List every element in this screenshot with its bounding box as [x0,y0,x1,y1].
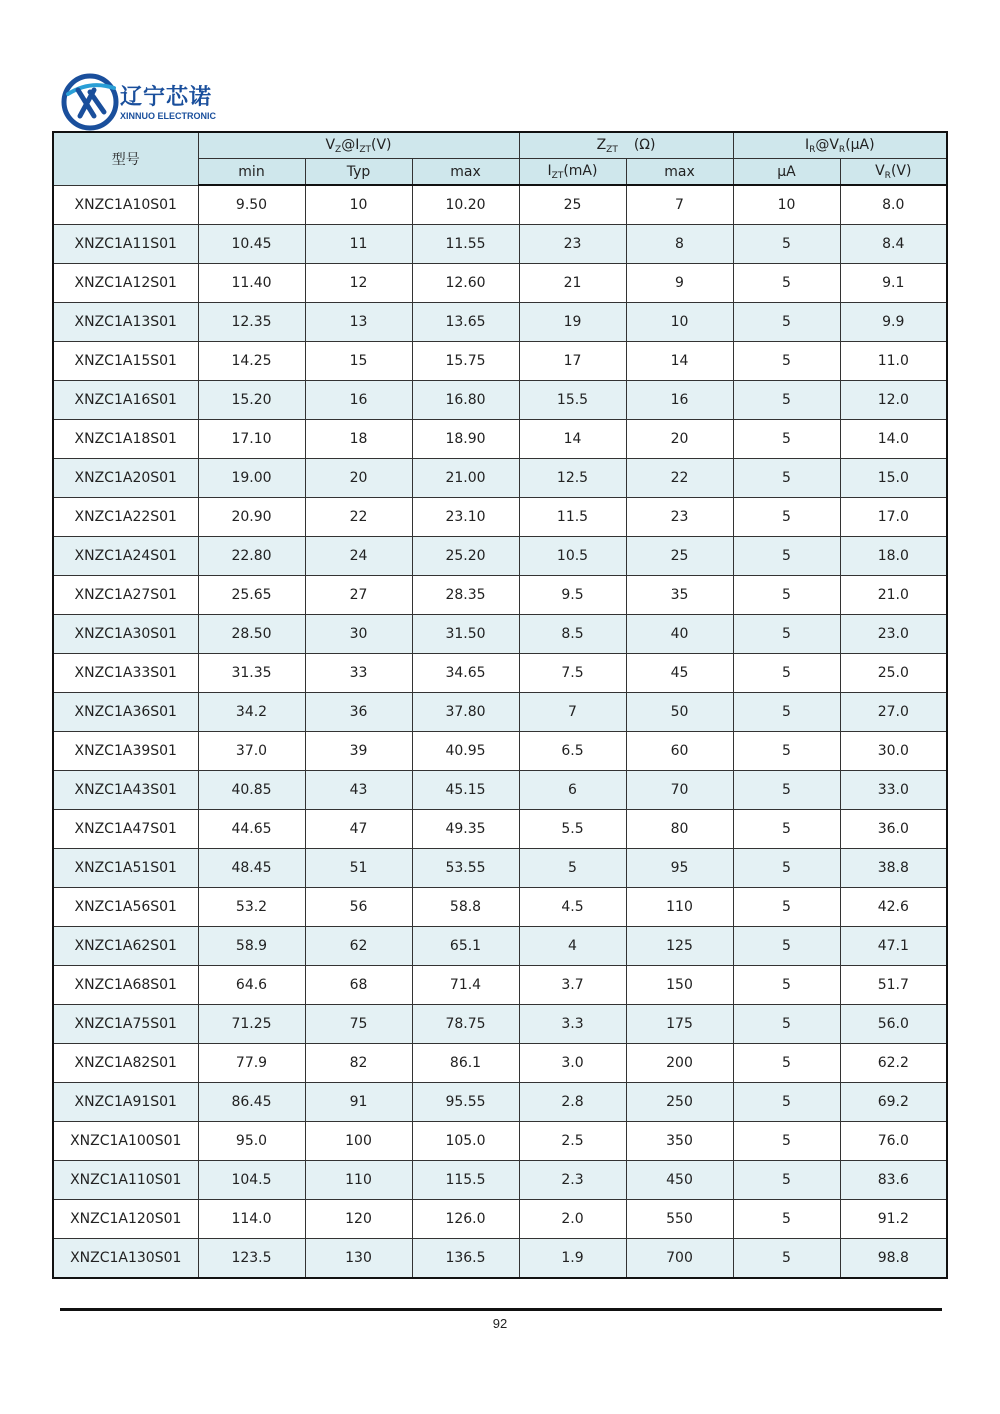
vr-cell: 21.0 [840,576,947,615]
vz-typ-cell: 11 [305,225,412,264]
zzt-max-cell: 350 [626,1122,733,1161]
vz-min-cell: 9.50 [198,185,305,225]
zzt-max-cell: 16 [626,381,733,420]
zzt-max-cell: 8 [626,225,733,264]
model-cell: XNZC1A110S01 [53,1161,198,1200]
vz-min-cell: 12.35 [198,303,305,342]
vz-typ-cell: 27 [305,576,412,615]
vz-typ-cell: 68 [305,966,412,1005]
ir-cell: 5 [733,420,840,459]
model-cell: XNZC1A16S01 [53,381,198,420]
izt-cell: 2.0 [519,1200,626,1239]
model-cell: XNZC1A13S01 [53,303,198,342]
izt-cell: 17 [519,342,626,381]
ir-cell: 5 [733,1083,840,1122]
vr-cell: 83.6 [840,1161,947,1200]
vz-min-cell: 104.5 [198,1161,305,1200]
izt-cell: 10.5 [519,537,626,576]
spec-table [52,131,948,1279]
vz-max-cell: 37.80 [412,693,519,732]
ir-cell: 10 [733,185,840,225]
xinnuo-logo-icon [60,72,120,132]
izt-cell: 25 [519,185,626,225]
table-row [53,576,947,615]
vr-cell: 25.0 [840,654,947,693]
vz-min-cell: 64.6 [198,966,305,1005]
vz-typ-cell: 16 [305,381,412,420]
vz-min-cell: 95.0 [198,1122,305,1161]
vz-typ-cell: 10 [305,185,412,225]
vz-min-cell: 31.35 [198,654,305,693]
zzt-max-cell: 14 [626,342,733,381]
vz-typ-cell: 75 [305,1005,412,1044]
model-cell: XNZC1A51S01 [53,849,198,888]
izt-cell: 3.3 [519,1005,626,1044]
izt-cell: 1.9 [519,1239,626,1279]
zzt-max-cell: 250 [626,1083,733,1122]
zzt-max-cell: 7 [626,185,733,225]
zzt-max-cell: 10 [626,303,733,342]
model-cell: XNZC1A18S01 [53,420,198,459]
izt-cell: 3.7 [519,966,626,1005]
izt-cell: 5.5 [519,810,626,849]
vz-min-header: min [198,159,305,186]
ir-cell: 5 [733,1122,840,1161]
vr-cell: 47.1 [840,927,947,966]
vz-min-cell: 17.10 [198,420,305,459]
vz-max-cell: 65.1 [412,927,519,966]
vr-cell: 18.0 [840,537,947,576]
izt-cell: 2.8 [519,1083,626,1122]
zzt-max-cell: 9 [626,264,733,303]
table-row [53,498,947,537]
model-cell: XNZC1A15S01 [53,342,198,381]
vz-max-header: max [412,159,519,186]
table-row [53,459,947,498]
ir-cell: 5 [733,537,840,576]
vz-min-cell: 34.2 [198,693,305,732]
table-row [53,1239,947,1279]
zzt-max-cell: 95 [626,849,733,888]
vr-cell: 12.0 [840,381,947,420]
vz-min-cell: 14.25 [198,342,305,381]
vz-max-cell: 53.55 [412,849,519,888]
vz-typ-cell: 13 [305,303,412,342]
model-cell: XNZC1A82S01 [53,1044,198,1083]
model-cell: XNZC1A27S01 [53,576,198,615]
vz-typ-cell: 47 [305,810,412,849]
table-body [53,185,947,1278]
izt-cell: 23 [519,225,626,264]
vz-min-cell: 44.65 [198,810,305,849]
izt-cell: 4 [519,927,626,966]
ir-cell: 5 [733,849,840,888]
model-cell: XNZC1A75S01 [53,1005,198,1044]
vr-cell: 98.8 [840,1239,947,1279]
vz-max-cell: 126.0 [412,1200,519,1239]
vr-cell: 76.0 [840,1122,947,1161]
model-cell: XNZC1A62S01 [53,927,198,966]
izt-cell: 12.5 [519,459,626,498]
zzt-max-cell: 35 [626,576,733,615]
model-cell: XNZC1A68S01 [53,966,198,1005]
vz-max-cell: 105.0 [412,1122,519,1161]
vr-cell: 15.0 [840,459,947,498]
vz-typ-cell: 130 [305,1239,412,1279]
izt-cell: 11.5 [519,498,626,537]
table-row [53,966,947,1005]
ir-cell: 5 [733,1239,840,1279]
vz-max-cell: 45.15 [412,771,519,810]
ir-cell: 5 [733,1200,840,1239]
vz-typ-cell: 30 [305,615,412,654]
table-row [53,615,947,654]
izt-cell: 2.5 [519,1122,626,1161]
ir-cell: 5 [733,342,840,381]
model-cell: XNZC1A10S01 [53,185,198,225]
vz-min-cell: 10.45 [198,225,305,264]
footer-divider [60,1308,942,1311]
vz-typ-cell: 24 [305,537,412,576]
table-row [53,810,947,849]
vr-cell: 42.6 [840,888,947,927]
ir-cell: 5 [733,888,840,927]
vz-max-cell: 86.1 [412,1044,519,1083]
vz-max-cell: 49.35 [412,810,519,849]
vz-min-cell: 28.50 [198,615,305,654]
table-row [53,771,947,810]
table-row [53,303,947,342]
izt-cell: 3.0 [519,1044,626,1083]
table-row [53,849,947,888]
vz-min-cell: 20.90 [198,498,305,537]
vr-cell: 91.2 [840,1200,947,1239]
vz-typ-cell: 56 [305,888,412,927]
table-row [53,654,947,693]
vz-group-header: $V_Z@I_{ZT}(V)$ [198,132,519,159]
model-cell: XNZC1A120S01 [53,1200,198,1239]
vz-max-cell: 95.55 [412,1083,519,1122]
vr-cell: 11.0 [840,342,947,381]
vr-cell: 56.0 [840,1005,947,1044]
vr-header: $V_R(V)$ [840,159,947,186]
vz-typ-cell: 15 [305,342,412,381]
table-row [53,1083,947,1122]
zzt-max-cell: 25 [626,537,733,576]
model-header: 型号 [53,132,198,185]
izt-cell: 7.5 [519,654,626,693]
vz-typ-cell: 43 [305,771,412,810]
table-row [53,1122,947,1161]
vz-min-cell: 58.9 [198,927,305,966]
vr-cell: 27.0 [840,693,947,732]
vz-max-cell: 10.20 [412,185,519,225]
vz-min-cell: 22.80 [198,537,305,576]
vr-cell: 8.0 [840,185,947,225]
izt-cell: 14 [519,420,626,459]
vz-min-cell: 48.45 [198,849,305,888]
vz-min-cell: 123.5 [198,1239,305,1279]
vz-typ-cell: 12 [305,264,412,303]
ir-cell: 5 [733,810,840,849]
zzt-max-cell: 150 [626,966,733,1005]
vz-max-cell: 136.5 [412,1239,519,1279]
vz-typ-cell: 39 [305,732,412,771]
vz-max-cell: 115.5 [412,1161,519,1200]
zzt-max-cell: 60 [626,732,733,771]
vz-min-cell: 40.85 [198,771,305,810]
table-row [53,1161,947,1200]
ir-cell: 5 [733,732,840,771]
izt-cell: 6.5 [519,732,626,771]
model-cell: XNZC1A12S01 [53,264,198,303]
vz-typ-cell: 100 [305,1122,412,1161]
vz-typ-cell: 82 [305,1044,412,1083]
ir-cell: 5 [733,1005,840,1044]
izt-cell: 4.5 [519,888,626,927]
vz-min-cell: 11.40 [198,264,305,303]
vz-min-cell: 77.9 [198,1044,305,1083]
table-row [53,225,947,264]
vr-cell: 14.0 [840,420,947,459]
zzt-max-cell: 40 [626,615,733,654]
vz-max-cell: 11.55 [412,225,519,264]
vz-max-cell: 23.10 [412,498,519,537]
vz-min-cell: 19.00 [198,459,305,498]
zzt-max-cell: 50 [626,693,733,732]
model-cell: XNZC1A130S01 [53,1239,198,1279]
zzt-max-cell: 450 [626,1161,733,1200]
ir-cell: 5 [733,1044,840,1083]
vr-cell: 17.0 [840,498,947,537]
ir-cell: 5 [733,1161,840,1200]
table-row [53,732,947,771]
vz-min-cell: 25.65 [198,576,305,615]
zzt-max-cell: 700 [626,1239,733,1279]
table-row [53,1200,947,1239]
vz-max-cell: 25.20 [412,537,519,576]
vr-cell: 23.0 [840,615,947,654]
ir-cell: 5 [733,576,840,615]
vz-typ-cell: 51 [305,849,412,888]
izt-header: $I_{ZT}(mA)$ [519,159,626,186]
table-row [53,537,947,576]
ir-cell: 5 [733,225,840,264]
ir-cell: 5 [733,498,840,537]
model-cell: XNZC1A91S01 [53,1083,198,1122]
vz-typ-header: Typ [305,159,412,186]
ir-cell: 5 [733,771,840,810]
table-row [53,927,947,966]
vz-max-cell: 12.60 [412,264,519,303]
izt-cell: 9.5 [519,576,626,615]
vr-cell: 36.0 [840,810,947,849]
zzt-max-header: max [626,159,733,186]
vz-typ-cell: 22 [305,498,412,537]
table-row [53,185,947,225]
vr-cell: 38.8 [840,849,947,888]
brand-name-cn: 辽宁芯诺 [120,85,213,110]
vz-typ-cell: 110 [305,1161,412,1200]
table-row [53,264,947,303]
vz-min-cell: 86.45 [198,1083,305,1122]
model-cell: XNZC1A20S01 [53,459,198,498]
model-cell: XNZC1A33S01 [53,654,198,693]
vr-cell: 33.0 [840,771,947,810]
vz-max-cell: 58.8 [412,888,519,927]
zzt-max-cell: 200 [626,1044,733,1083]
izt-cell: 5 [519,849,626,888]
vr-cell: 51.7 [840,966,947,1005]
zzt-max-cell: 80 [626,810,733,849]
vz-min-cell: 15.20 [198,381,305,420]
vz-typ-cell: 62 [305,927,412,966]
header-row-1 [53,132,947,159]
model-cell: XNZC1A36S01 [53,693,198,732]
vr-cell: 69.2 [840,1083,947,1122]
company-logo [60,72,240,132]
zzt-max-cell: 20 [626,420,733,459]
ir-cell: 5 [733,459,840,498]
model-cell: XNZC1A47S01 [53,810,198,849]
model-cell: XNZC1A11S01 [53,225,198,264]
zzt-max-cell: 22 [626,459,733,498]
zzt-max-cell: 125 [626,927,733,966]
vz-typ-cell: 120 [305,1200,412,1239]
zzt-max-cell: 45 [626,654,733,693]
vz-typ-cell: 91 [305,1083,412,1122]
zzt-max-cell: 550 [626,1200,733,1239]
vz-min-cell: 37.0 [198,732,305,771]
izt-cell: 19 [519,303,626,342]
model-cell: XNZC1A100S01 [53,1122,198,1161]
ir-cell: 5 [733,615,840,654]
table-row [53,1044,947,1083]
page-number: 92 [492,1316,508,1331]
vz-typ-cell: 18 [305,420,412,459]
ir-cell: 5 [733,381,840,420]
ir-cell: 5 [733,654,840,693]
ir-cell: 5 [733,303,840,342]
table-row [53,1005,947,1044]
vr-cell: 9.1 [840,264,947,303]
model-cell: XNZC1A24S01 [53,537,198,576]
vz-max-cell: 18.90 [412,420,519,459]
vz-max-cell: 31.50 [412,615,519,654]
model-cell: XNZC1A30S01 [53,615,198,654]
zzt-max-cell: 110 [626,888,733,927]
vz-max-cell: 13.65 [412,303,519,342]
vz-min-cell: 71.25 [198,1005,305,1044]
ir-ua-header: μA [733,159,840,186]
table-row [53,888,947,927]
vz-max-cell: 71.4 [412,966,519,1005]
vz-max-cell: 40.95 [412,732,519,771]
izt-cell: 7 [519,693,626,732]
vz-max-cell: 28.35 [412,576,519,615]
vz-max-cell: 34.65 [412,654,519,693]
izt-cell: 21 [519,264,626,303]
ir-cell: 5 [733,264,840,303]
vz-typ-cell: 33 [305,654,412,693]
izt-cell: 15.5 [519,381,626,420]
izt-cell: 2.3 [519,1161,626,1200]
table-row [53,342,947,381]
vr-cell: 8.4 [840,225,947,264]
ir-cell: 5 [733,966,840,1005]
izt-cell: 6 [519,771,626,810]
ir-cell: 5 [733,927,840,966]
zzt-max-cell: 70 [626,771,733,810]
vr-cell: 30.0 [840,732,947,771]
ir-cell: 5 [733,693,840,732]
brand-name-en: XINNUO ELECTRONIC [120,111,217,121]
zzt-max-cell: 23 [626,498,733,537]
vz-max-cell: 78.75 [412,1005,519,1044]
zzt-group-header: $Z_{ZT}$ (Ω) [519,132,733,159]
model-cell: XNZC1A22S01 [53,498,198,537]
table-row [53,381,947,420]
table-row [53,420,947,459]
vr-cell: 62.2 [840,1044,947,1083]
model-cell: XNZC1A39S01 [53,732,198,771]
vz-max-cell: 15.75 [412,342,519,381]
vz-typ-cell: 36 [305,693,412,732]
ir-group-header: $I_R@V_R(\mu A)$ [733,132,947,159]
vz-max-cell: 16.80 [412,381,519,420]
vr-cell: 9.9 [840,303,947,342]
izt-cell: 8.5 [519,615,626,654]
vz-min-cell: 114.0 [198,1200,305,1239]
zzt-max-cell: 175 [626,1005,733,1044]
vz-min-cell: 53.2 [198,888,305,927]
model-cell: XNZC1A56S01 [53,888,198,927]
vz-max-cell: 21.00 [412,459,519,498]
vz-typ-cell: 20 [305,459,412,498]
model-cell: XNZC1A43S01 [53,771,198,810]
table-row [53,693,947,732]
